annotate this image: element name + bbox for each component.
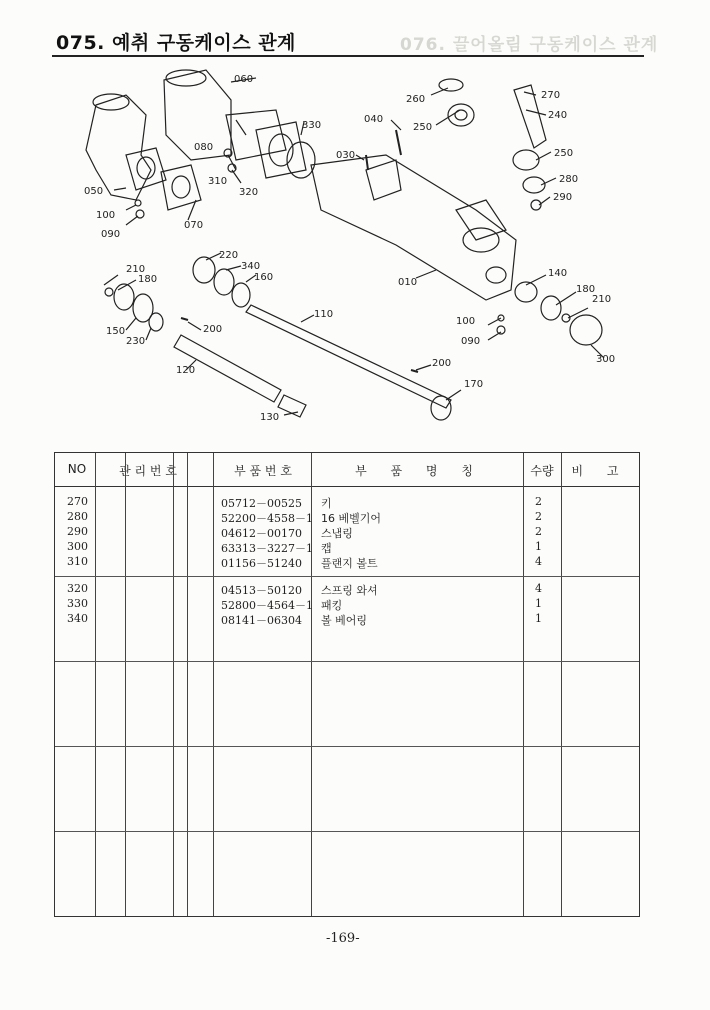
elbow-housing: [86, 95, 151, 200]
cell-qty: 4: [535, 555, 542, 568]
column-divider: [561, 453, 562, 916]
page-number: -169-: [326, 931, 360, 946]
cell-qty: 4: [535, 582, 542, 595]
callout-label: 230: [126, 336, 146, 347]
group-divider: [55, 831, 639, 832]
callout-label: 070: [184, 220, 204, 231]
header-part-no: 부 품 번 호: [234, 464, 292, 478]
callout-label: 310: [208, 176, 228, 187]
cell-part-name: 스냅링: [321, 527, 353, 540]
elbow-opening: [93, 94, 129, 110]
callout-label: 250: [413, 122, 433, 133]
callout-label: 100: [96, 210, 116, 221]
cell-part-name: 패킹: [321, 599, 343, 612]
callout-label: 010: [398, 277, 418, 288]
group-divider: [55, 746, 639, 747]
bearing-250-lower: [513, 150, 539, 170]
cell-qty: 2: [535, 495, 542, 508]
cell-no: 320: [67, 582, 88, 595]
callout-labels: [84, 74, 615, 423]
callout-label: 220: [219, 250, 239, 261]
cell-part-no: 01156－51240: [221, 557, 302, 570]
cell-qty: 2: [535, 510, 542, 523]
callout-label: 050: [84, 186, 104, 197]
cell-part-name: 16 베벨기어: [321, 512, 381, 525]
cell-no: 310: [67, 555, 88, 568]
callout-label: 030: [336, 150, 356, 161]
cell-no: 270: [67, 495, 88, 508]
callout-label: 130: [260, 412, 280, 423]
header-management-no: 관 리 번 호: [119, 464, 177, 478]
callout-label: 180: [576, 284, 596, 295]
callout-label: 200: [432, 358, 452, 369]
snap-ring-210-left: [105, 288, 113, 296]
exploded-view-drawing: [56, 60, 656, 445]
cell-qty: 1: [535, 597, 542, 610]
cap-300: [570, 315, 602, 345]
gear-160: [232, 283, 250, 307]
callout-label: 160: [254, 272, 274, 283]
cell-part-no: 63313－3227－1: [221, 542, 313, 555]
cell-part-no: 52800－4564－1: [221, 599, 313, 612]
cell-qty: 1: [535, 540, 542, 553]
header-no: NO: [67, 462, 87, 476]
callout-label: 080: [194, 142, 214, 153]
cell-no: 290: [67, 525, 88, 538]
callout-label: 150: [106, 326, 126, 337]
cell-qty: 2: [535, 525, 542, 538]
callout-label: 200: [203, 324, 223, 335]
column-divider: [95, 453, 96, 916]
cell-part-no: 04612－00170: [221, 527, 302, 540]
callout-label: 270: [541, 90, 561, 101]
header-qty: 수량: [530, 464, 554, 478]
callout-label: 210: [592, 294, 612, 305]
callout-label: 320: [239, 187, 259, 198]
callout-label: 210: [126, 264, 146, 275]
column-divider: [187, 453, 188, 916]
seal-260: [439, 79, 463, 91]
cell-no: 280: [67, 510, 88, 523]
callout-label: 240: [548, 110, 568, 121]
cell-no: 300: [67, 540, 88, 553]
callout-label: 260: [406, 94, 426, 105]
callout-label: 250: [554, 148, 574, 159]
callout-label: 120: [176, 365, 196, 376]
header-part-name: 부 품 명 칭: [355, 464, 483, 478]
cell-part-no: 04513－50120: [221, 584, 302, 597]
cell-part-name: 캡: [321, 542, 332, 555]
callout-label: 060: [234, 74, 254, 85]
bevel-gear-180-left: [114, 284, 134, 310]
group-divider: [55, 576, 639, 577]
parts-table: [54, 452, 640, 917]
title-underline: [52, 55, 644, 57]
cell-part-no: 05712－00525: [221, 497, 302, 510]
callout-label: 180: [138, 274, 158, 285]
cell-qty: 1: [535, 612, 542, 625]
callout-label: 290: [553, 192, 573, 203]
group-divider: [55, 661, 639, 662]
callout-label: 330: [302, 120, 322, 131]
callout-label: 090: [101, 229, 121, 240]
callout-label: 300: [596, 354, 616, 365]
gear-170: [431, 396, 451, 420]
column-divider: [523, 453, 524, 916]
callout-label: 280: [559, 174, 579, 185]
exploded-parts-diagram: [56, 60, 656, 445]
callout-label: 170: [464, 379, 484, 390]
bevel-gear-180-right: [541, 296, 561, 320]
header-remarks: 비 고: [571, 464, 629, 478]
column-divider: [125, 453, 126, 916]
shaft-110: [246, 305, 451, 408]
cell-part-no: 08141－06304: [221, 614, 302, 627]
cell-part-no: 52200－4558－1: [221, 512, 313, 525]
cell-no: 340: [67, 612, 88, 625]
cell-part-name: 볼 베어링: [321, 614, 368, 627]
callout-label: 090: [461, 336, 481, 347]
column-divider: [173, 453, 174, 916]
callout-label: 040: [364, 114, 384, 125]
table-header: [55, 453, 639, 487]
page-title: 075. 예취 구동케이스 관계: [56, 32, 296, 54]
callout-label: 110: [314, 309, 334, 320]
bearing-340: [214, 269, 234, 295]
callout-label: 140: [548, 268, 568, 279]
cell-part-name: 키: [321, 497, 332, 510]
cell-part-name: 플랜지 볼트: [321, 557, 378, 570]
callout-label: 340: [241, 261, 261, 272]
cell-part-name: 스프링 와셔: [321, 584, 378, 597]
flange-left: [126, 148, 166, 190]
column-divider: [213, 453, 214, 916]
callout-label: 100: [456, 316, 476, 327]
ring-220: [193, 257, 215, 283]
cell-no: 330: [67, 597, 88, 610]
bleed-through-title: 076. 끌어올림 구동케이스 관계: [400, 35, 659, 55]
